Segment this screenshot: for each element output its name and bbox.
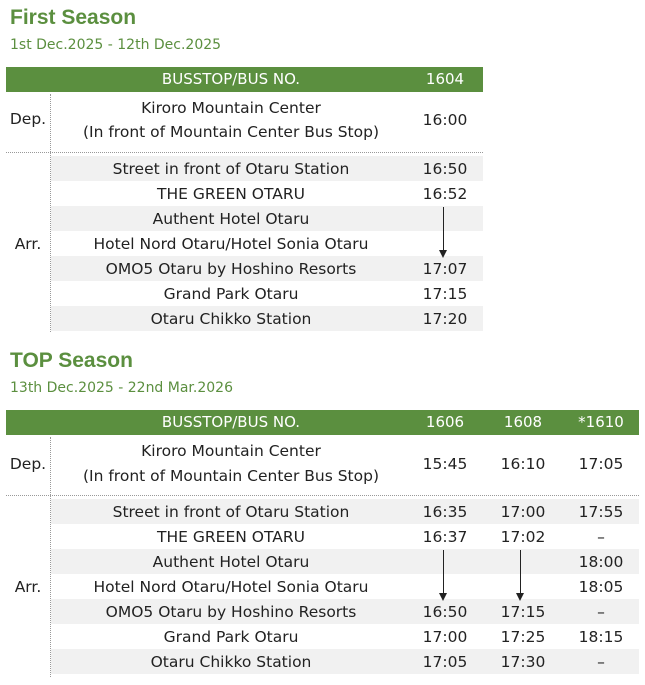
stop-name: Hotel Nord Otaru/Hotel Sonia Otaru <box>93 578 369 596</box>
time-cell: 17:07 <box>422 260 468 278</box>
dep-time-1604: 16:00 <box>422 111 468 129</box>
stop-name: Grand Park Otaru <box>163 628 299 646</box>
stop-name: Authent Hotel Otaru <box>152 553 310 571</box>
header-bus-1604: 1604 <box>425 70 465 88</box>
arr-group-label: Arr. <box>14 578 42 596</box>
section-divider <box>6 495 639 496</box>
stop-name: Otaru Chikko Station <box>150 310 312 328</box>
time-cell: 17:05 <box>422 653 468 671</box>
table-header <box>6 67 483 92</box>
time-cell: 17:00 <box>500 503 546 521</box>
dep-time-1610: 17:05 <box>578 455 624 473</box>
stop-name: OMO5 Otaru by Hoshino Resorts <box>105 260 357 278</box>
first-season-title: First Season <box>10 6 137 29</box>
time-cell: 16:52 <box>422 185 468 203</box>
time-cell: – <box>597 653 605 671</box>
time-cell: – <box>597 528 605 546</box>
header-bus-1610: *1610 <box>578 413 624 431</box>
time-cell: 18:05 <box>578 578 624 596</box>
time-cell: 17:30 <box>500 653 546 671</box>
time-cell: 18:00 <box>578 553 624 571</box>
section-divider <box>6 152 483 153</box>
stop-name: THE GREEN OTARU <box>157 185 305 203</box>
header-busstop-label: BUSSTOP/BUS NO. <box>161 413 301 431</box>
time-cell: 17:25 <box>500 628 546 646</box>
time-cell: 17:00 <box>422 628 468 646</box>
top-season-timetable <box>6 410 639 678</box>
arr-group-label: Arr. <box>14 235 42 253</box>
table-header <box>6 410 639 435</box>
dep-time-1608: 16:10 <box>500 455 546 473</box>
time-cell: 16:50 <box>422 603 468 621</box>
time-cell: 17:02 <box>500 528 546 546</box>
stop-name: Hotel Nord Otaru/Hotel Sonia Otaru <box>93 235 369 253</box>
top-season-title: TOP Season <box>10 349 133 372</box>
time-cell: 18:15 <box>578 628 624 646</box>
first-season-dates: 1st Dec.2025 - 12th Dec.2025 <box>10 37 222 53</box>
time-cell: – <box>597 603 605 621</box>
stop-name: Otaru Chikko Station <box>150 653 312 671</box>
time-cell: 17:20 <box>422 310 468 328</box>
time-cell: 16:35 <box>422 503 468 521</box>
stop-name: Grand Park Otaru <box>163 285 299 303</box>
time-cell: 16:50 <box>422 160 468 178</box>
dep-stop-subtitle: (In front of Mountain Center Bus Stop) <box>82 123 379 141</box>
dep-group-label: Dep. <box>9 455 47 473</box>
header-bus-1606: 1606 <box>425 413 465 431</box>
time-cell: 17:15 <box>422 285 468 303</box>
first-season-timetable <box>6 67 483 335</box>
dep-stop-name: Kiroro Mountain Center <box>141 99 321 117</box>
stop-name: Authent Hotel Otaru <box>152 210 310 228</box>
stop-name: Street in front of Otaru Station <box>112 160 350 178</box>
dep-group-label: Dep. <box>9 110 47 128</box>
stop-name: THE GREEN OTARU <box>157 528 305 546</box>
time-cell: 17:55 <box>578 503 624 521</box>
top-season-dates: 13th Dec.2025 - 22nd Mar.2026 <box>10 380 233 396</box>
time-cell: 16:37 <box>422 528 468 546</box>
dep-time-1606: 15:45 <box>422 455 468 473</box>
stop-name: Street in front of Otaru Station <box>112 503 350 521</box>
dep-stop-subtitle: (In front of Mountain Center Bus Stop) <box>82 467 379 485</box>
header-bus-1608: 1608 <box>503 413 543 431</box>
stop-name: OMO5 Otaru by Hoshino Resorts <box>105 603 357 621</box>
header-busstop-label: BUSSTOP/BUS NO. <box>161 70 301 88</box>
dep-stop-name: Kiroro Mountain Center <box>141 442 321 460</box>
time-cell: 17:15 <box>500 603 546 621</box>
